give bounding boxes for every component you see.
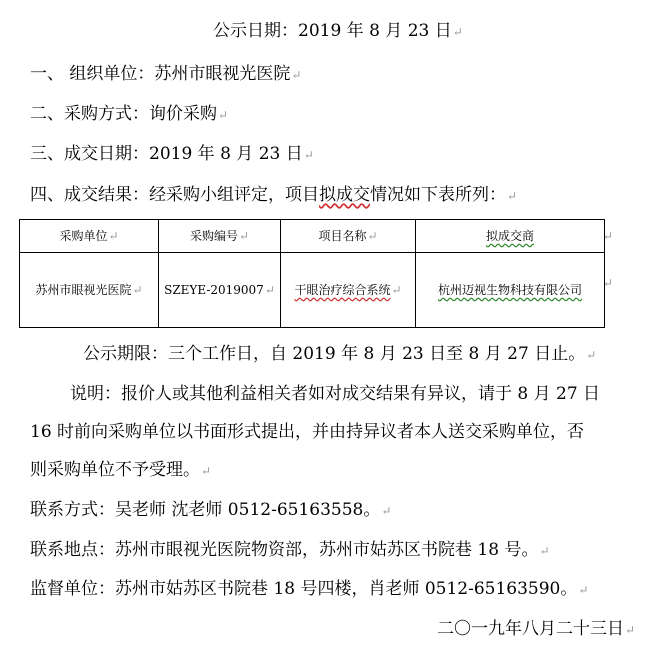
contact-text: 联系方式：吴老师 沈老师 0512-65163558。 [30,500,381,520]
cell-mark-icon: ↵ [367,229,378,243]
cell-supplier: 杭州迈视生物科技有限公司 [437,283,582,297]
section-org [30,63,301,86]
cell-mark-icon: ↵ [391,283,402,297]
note-line-1: 说明：报价人或其他利益相关者如对成交结果有异议，请于 8 月 27 日 [70,384,601,404]
table-cell [159,253,281,328]
section-deal-date-text: 三、成交日期：2019 年 8 月 23 日 [30,144,303,164]
paragraph-mark-icon: ↵ [452,25,463,39]
supervise-text: 监督单位：苏州市姑苏区书院巷 18 号四楼，肖老师 0512-65163590。 [30,579,578,599]
note-line [30,421,584,443]
section-result [30,184,517,207]
section-deal-date [30,143,314,166]
section-org-text: 一、 组织单位：苏州市眼视光医院 [30,64,291,84]
cell-mark-icon: ↵ [108,229,119,243]
table-header-cell [416,220,605,253]
paragraph-mark-icon: ↵ [201,464,212,478]
table-header-cell [159,220,281,253]
notice-period-text: 公示期限：三个工作日，自 2019 年 8 月 23 日至 8 月 27 日止。 [83,344,586,364]
cell-purchaser: 苏州市眼视光医院 [35,283,132,297]
table-header-cell [20,220,159,253]
paragraph-mark-icon: ↵ [303,148,314,162]
announce-date-text: 公示日期：2019 年 8 月 23 日 [213,21,452,41]
row-mark-icon: ↵ [603,276,614,290]
address-text: 联系地点：苏州市眼视光医院物资部，苏州市姑苏区书院巷 18 号。 [30,540,539,560]
row-mark-icon: ↵ [603,229,614,243]
paragraph-mark-icon: ↵ [381,504,392,518]
paragraph-mark-icon: ↵ [578,583,589,597]
paragraph-mark-icon: ↵ [625,623,636,637]
header-project: 项目名称 [318,229,367,243]
section-result-prefix: 四、成交结果：经采购小组评定，项目 [30,185,319,205]
signature-date-text: 二〇一九年八月二十三日 [437,619,624,639]
section-method [30,103,228,126]
section-result-underlined: 拟成交 [319,185,370,205]
cell-number: SZEYE-2019007 [164,283,264,297]
supervising-unit [30,578,588,601]
table-cell [20,253,159,328]
paragraph-mark-icon: ↵ [507,189,518,203]
contact-info [30,499,391,522]
header-supplier: 拟成交商 [485,229,534,243]
note-line [70,383,600,405]
paragraph-mark-icon: ↵ [218,108,229,122]
header-number: 采购编号 [189,229,238,243]
notice-period [83,343,596,366]
signature-date [437,618,635,641]
table-cell [416,253,605,328]
header-purchaser: 采购单位 [59,229,108,243]
table-header-row [20,220,605,253]
note-line [30,459,211,482]
paragraph-mark-icon: ↵ [291,68,302,82]
announce-date [213,20,463,43]
note-line-3: 则采购单位不予受理。 [30,460,200,480]
table-header-cell [281,220,416,253]
paragraph-mark-icon: ↵ [539,544,550,558]
cell-project: 干眼治疗综合系统 [294,283,391,297]
note-line-2: 16 时前向采购单位以书面形式提出，并由持异议者本人送交采购单位，否 [30,422,585,442]
paragraph-mark-icon: ↵ [586,348,597,362]
section-method-text: 二、采购方式：询价采购 [30,104,217,124]
section-result-suffix: 情况如下表所列： [370,185,506,205]
cell-mark-icon: ↵ [132,283,143,297]
result-table [19,219,605,328]
cell-mark-icon: ↵ [264,283,275,297]
table-cell [281,253,416,328]
cell-mark-icon: ↵ [238,229,250,243]
contact-address [30,539,550,562]
table-row [20,253,605,328]
